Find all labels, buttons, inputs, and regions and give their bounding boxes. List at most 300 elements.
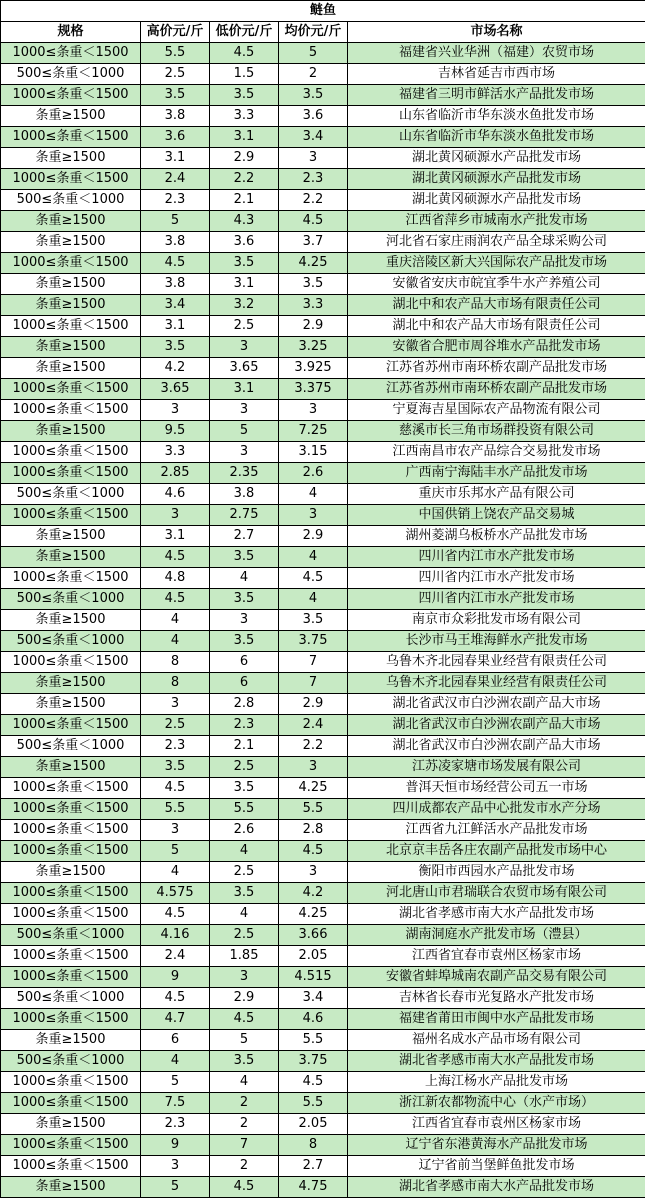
cell-high-price: 3 xyxy=(141,1156,210,1177)
table-row xyxy=(1,1051,645,1072)
header-high-price: 高价元/斤 xyxy=(141,22,210,43)
cell-market-name: 辽宁省前当堡鲜鱼批发市场 xyxy=(348,1156,645,1177)
cell-high-price: 6 xyxy=(141,1030,210,1051)
cell-high-price: 3.5 xyxy=(141,85,210,106)
cell-high-price: 4.5 xyxy=(141,778,210,799)
cell-high-price: 3.8 xyxy=(141,274,210,295)
cell-spec: 条重≥1500 xyxy=(1,694,141,715)
cell-high-price: 3.3 xyxy=(141,442,210,463)
cell-avg-price: 3.66 xyxy=(279,925,348,946)
table-row xyxy=(1,715,645,736)
cell-avg-price: 3 xyxy=(279,505,348,526)
cell-avg-price: 4.5 xyxy=(279,1072,348,1093)
cell-spec: 500≤条重＜1000 xyxy=(1,925,141,946)
cell-low-price: 2.9 xyxy=(210,148,279,169)
cell-spec: 条重≥1500 xyxy=(1,547,141,568)
cell-low-price: 3.2 xyxy=(210,295,279,316)
cell-high-price: 4 xyxy=(141,610,210,631)
table-row xyxy=(1,652,645,673)
cell-spec: 1000≤条重＜1500 xyxy=(1,1093,141,1114)
header-avg-price: 均价元/斤 xyxy=(279,22,348,43)
cell-spec: 1000≤条重＜1500 xyxy=(1,463,141,484)
cell-market-name: 江西省宜春市袁州区杨家市场 xyxy=(348,1114,645,1135)
cell-market-name: 江西省九江鲜活水产品批发市场 xyxy=(348,820,645,841)
cell-spec: 条重≥1500 xyxy=(1,274,141,295)
cell-avg-price: 4.5 xyxy=(279,211,348,232)
cell-spec: 条重≥1500 xyxy=(1,757,141,778)
cell-spec: 1000≤条重＜1500 xyxy=(1,379,141,400)
cell-market-name: 福建省莆田市闽中水产品批发市场 xyxy=(348,1009,645,1030)
cell-low-price: 4.3 xyxy=(210,211,279,232)
cell-market-name: 湖北黄冈硕源水产品批发市场 xyxy=(348,190,645,211)
cell-spec: 条重≥1500 xyxy=(1,211,141,232)
cell-market-name: 普洱天恒市场经营公司五一市场 xyxy=(348,778,645,799)
cell-avg-price: 4.6 xyxy=(279,1009,348,1030)
cell-low-price: 2.8 xyxy=(210,694,279,715)
cell-low-price: 5.5 xyxy=(210,799,279,820)
cell-low-price: 2 xyxy=(210,1093,279,1114)
cell-avg-price: 3.4 xyxy=(279,988,348,1009)
cell-spec: 1000≤条重＜1500 xyxy=(1,442,141,463)
cell-avg-price: 3.15 xyxy=(279,442,348,463)
cell-market-name: 上海江杨水产品批发市场 xyxy=(348,1072,645,1093)
cell-avg-price: 5.5 xyxy=(279,1093,348,1114)
cell-market-name: 福建省兴业华洲（福建）农贸市场 xyxy=(348,43,645,64)
cell-high-price: 4.5 xyxy=(141,988,210,1009)
cell-high-price: 7.5 xyxy=(141,1093,210,1114)
table-row xyxy=(1,946,645,967)
cell-spec: 500≤条重＜1000 xyxy=(1,631,141,652)
cell-high-price: 9.5 xyxy=(141,421,210,442)
cell-spec: 1000≤条重＜1500 xyxy=(1,841,141,862)
table-row xyxy=(1,169,645,190)
table-row xyxy=(1,883,645,904)
cell-market-name: 慈溪市长三角市场群投资有限公司 xyxy=(348,421,645,442)
table-row xyxy=(1,694,645,715)
cell-spec: 条重≥1500 xyxy=(1,148,141,169)
cell-avg-price: 2.9 xyxy=(279,316,348,337)
cell-market-name: 湖南洞庭水产批发市场（澧县） xyxy=(348,925,645,946)
cell-spec: 500≤条重＜1000 xyxy=(1,988,141,1009)
cell-high-price: 5.5 xyxy=(141,799,210,820)
cell-low-price: 2.75 xyxy=(210,505,279,526)
cell-spec: 条重≥1500 xyxy=(1,106,141,127)
cell-avg-price: 3.5 xyxy=(279,85,348,106)
cell-avg-price: 2.7 xyxy=(279,1156,348,1177)
cell-market-name: 辽宁省东港黄海水产品批发市场 xyxy=(348,1135,645,1156)
cell-low-price: 1.5 xyxy=(210,64,279,85)
cell-spec: 1000≤条重＜1500 xyxy=(1,1009,141,1030)
table-row xyxy=(1,1177,645,1198)
cell-high-price: 3.4 xyxy=(141,295,210,316)
table-row xyxy=(1,253,645,274)
cell-spec: 条重≥1500 xyxy=(1,1177,141,1198)
cell-high-price: 8 xyxy=(141,652,210,673)
cell-market-name: 四川成都农产品中心批发市水产分场 xyxy=(348,799,645,820)
cell-market-name: 安徽省安庆市皖宜季牛水产养殖公司 xyxy=(348,274,645,295)
cell-high-price: 2.85 xyxy=(141,463,210,484)
table-row xyxy=(1,232,645,253)
cell-spec: 1000≤条重＜1500 xyxy=(1,715,141,736)
table-row xyxy=(1,274,645,295)
cell-market-name: 江西省萍乡市城南水产批发市场 xyxy=(348,211,645,232)
cell-avg-price: 3.7 xyxy=(279,232,348,253)
cell-avg-price: 2 xyxy=(279,64,348,85)
cell-avg-price: 4.75 xyxy=(279,1177,348,1198)
cell-market-name: 四川省内江市水产批发市场 xyxy=(348,568,645,589)
cell-market-name: 乌鲁木齐北园春果业经营有限责任公司 xyxy=(348,652,645,673)
cell-spec: 500≤条重＜1000 xyxy=(1,736,141,757)
cell-spec: 1000≤条重＜1500 xyxy=(1,43,141,64)
table-row xyxy=(1,1093,645,1114)
cell-market-name: 湖北省武汉市白沙洲农副产品大市场 xyxy=(348,694,645,715)
cell-low-price: 2.5 xyxy=(210,316,279,337)
cell-avg-price: 4.25 xyxy=(279,904,348,925)
cell-avg-price: 7 xyxy=(279,652,348,673)
table-row xyxy=(1,64,645,85)
cell-low-price: 2.5 xyxy=(210,925,279,946)
cell-market-name: 乌鲁木齐北园春果业经营有限责任公司 xyxy=(348,673,645,694)
cell-high-price: 4.6 xyxy=(141,484,210,505)
cell-market-name: 湖北省孝感市南大水产品批发市场 xyxy=(348,904,645,925)
cell-spec: 条重≥1500 xyxy=(1,673,141,694)
cell-low-price: 2.1 xyxy=(210,190,279,211)
cell-high-price: 4.5 xyxy=(141,547,210,568)
cell-low-price: 3 xyxy=(210,610,279,631)
cell-avg-price: 2.2 xyxy=(279,190,348,211)
table-row xyxy=(1,526,645,547)
cell-spec: 1000≤条重＜1500 xyxy=(1,946,141,967)
table-title: 鲢鱼 xyxy=(1,1,645,22)
cell-low-price: 4.5 xyxy=(210,43,279,64)
table-row xyxy=(1,757,645,778)
cell-avg-price: 2.8 xyxy=(279,820,348,841)
cell-spec: 条重≥1500 xyxy=(1,526,141,547)
cell-low-price: 3.5 xyxy=(210,85,279,106)
cell-avg-price: 3.375 xyxy=(279,379,348,400)
cell-low-price: 4 xyxy=(210,568,279,589)
cell-market-name: 中国供销上饶农产品交易城 xyxy=(348,505,645,526)
cell-high-price: 8 xyxy=(141,673,210,694)
cell-low-price: 3.3 xyxy=(210,106,279,127)
cell-low-price: 2.7 xyxy=(210,526,279,547)
cell-high-price: 3.1 xyxy=(141,148,210,169)
cell-spec: 1000≤条重＜1500 xyxy=(1,799,141,820)
cell-low-price: 4.5 xyxy=(210,1177,279,1198)
cell-market-name: 南京市众彩批发市场有限公司 xyxy=(348,610,645,631)
table-row xyxy=(1,1072,645,1093)
table-row xyxy=(1,85,645,106)
table-row xyxy=(1,1135,645,1156)
cell-low-price: 4 xyxy=(210,841,279,862)
table-row xyxy=(1,211,645,232)
cell-spec: 条重≥1500 xyxy=(1,1114,141,1135)
header-market-name: 市场名称 xyxy=(348,22,645,43)
cell-spec: 1000≤条重＜1500 xyxy=(1,85,141,106)
table-row xyxy=(1,1030,645,1051)
cell-high-price: 4.575 xyxy=(141,883,210,904)
cell-high-price: 2.4 xyxy=(141,946,210,967)
cell-low-price: 2.2 xyxy=(210,169,279,190)
table-row xyxy=(1,43,645,64)
cell-market-name: 山东省临沂市华东淡水鱼批发市场 xyxy=(348,106,645,127)
cell-market-name: 山东省临沂市华东淡水鱼批发市场 xyxy=(348,127,645,148)
cell-spec: 条重≥1500 xyxy=(1,862,141,883)
cell-high-price: 4.5 xyxy=(141,589,210,610)
cell-avg-price: 3 xyxy=(279,400,348,421)
cell-low-price: 3.6 xyxy=(210,232,279,253)
cell-low-price: 4.5 xyxy=(210,1009,279,1030)
cell-low-price: 3.65 xyxy=(210,358,279,379)
cell-spec: 1000≤条重＜1500 xyxy=(1,253,141,274)
cell-high-price: 4.7 xyxy=(141,1009,210,1030)
cell-market-name: 安徽省蚌埠城南农副产品交易有限公司 xyxy=(348,967,645,988)
cell-spec: 条重≥1500 xyxy=(1,232,141,253)
cell-low-price: 3.5 xyxy=(210,883,279,904)
cell-high-price: 2.5 xyxy=(141,64,210,85)
table-row xyxy=(1,1009,645,1030)
cell-spec: 1000≤条重＜1500 xyxy=(1,568,141,589)
cell-avg-price: 3.25 xyxy=(279,337,348,358)
cell-spec: 500≤条重＜1000 xyxy=(1,190,141,211)
table-row xyxy=(1,190,645,211)
cell-avg-price: 4.25 xyxy=(279,778,348,799)
table-row xyxy=(1,106,645,127)
cell-spec: 500≤条重＜1000 xyxy=(1,64,141,85)
cell-avg-price: 3 xyxy=(279,862,348,883)
cell-low-price: 1.85 xyxy=(210,946,279,967)
cell-low-price: 2.5 xyxy=(210,757,279,778)
cell-high-price: 3.1 xyxy=(141,316,210,337)
cell-spec: 1000≤条重＜1500 xyxy=(1,820,141,841)
cell-low-price: 7 xyxy=(210,1135,279,1156)
table-row xyxy=(1,505,645,526)
cell-high-price: 4.8 xyxy=(141,568,210,589)
cell-market-name: 湖北省武汉市白沙洲农副产品大市场 xyxy=(348,715,645,736)
cell-market-name: 广西南宁海陆丰水产品批发市场 xyxy=(348,463,645,484)
cell-avg-price: 2.05 xyxy=(279,946,348,967)
table-row xyxy=(1,421,645,442)
cell-high-price: 9 xyxy=(141,967,210,988)
cell-avg-price: 5.5 xyxy=(279,799,348,820)
cell-market-name: 江苏省苏州市南环桥农副产品批发市场 xyxy=(348,379,645,400)
cell-avg-price: 4 xyxy=(279,589,348,610)
table-row xyxy=(1,547,645,568)
cell-spec: 条重≥1500 xyxy=(1,1030,141,1051)
cell-spec: 1000≤条重＜1500 xyxy=(1,883,141,904)
cell-spec: 1000≤条重＜1500 xyxy=(1,505,141,526)
cell-avg-price: 5.5 xyxy=(279,1030,348,1051)
cell-avg-price: 4.2 xyxy=(279,883,348,904)
cell-high-price: 3.6 xyxy=(141,127,210,148)
cell-market-name: 福建省三明市鲜活水产品批发市场 xyxy=(348,85,645,106)
cell-spec: 500≤条重＜1000 xyxy=(1,1051,141,1072)
cell-spec: 1000≤条重＜1500 xyxy=(1,1072,141,1093)
cell-avg-price: 3.3 xyxy=(279,295,348,316)
table-row xyxy=(1,862,645,883)
cell-high-price: 3 xyxy=(141,505,210,526)
cell-low-price: 2.6 xyxy=(210,820,279,841)
cell-market-name: 湖北省孝感市南大水产品批发市场 xyxy=(348,1177,645,1198)
cell-avg-price: 4.5 xyxy=(279,568,348,589)
cell-high-price: 2.3 xyxy=(141,1114,210,1135)
cell-high-price: 4 xyxy=(141,1051,210,1072)
cell-market-name: 吉林省长春市光复路水产批发市场 xyxy=(348,988,645,1009)
table-header-row xyxy=(1,22,645,43)
cell-high-price: 4 xyxy=(141,631,210,652)
table-row xyxy=(1,358,645,379)
cell-high-price: 4.16 xyxy=(141,925,210,946)
cell-low-price: 3.1 xyxy=(210,379,279,400)
cell-high-price: 5.5 xyxy=(141,43,210,64)
cell-high-price: 4 xyxy=(141,862,210,883)
cell-low-price: 3.5 xyxy=(210,631,279,652)
cell-high-price: 3.8 xyxy=(141,232,210,253)
cell-avg-price: 4 xyxy=(279,484,348,505)
cell-high-price: 2.4 xyxy=(141,169,210,190)
cell-market-name: 宁夏海吉星国际农产品物流有限公司 xyxy=(348,400,645,421)
cell-market-name: 衡阳市西园水产品批发市场 xyxy=(348,862,645,883)
cell-spec: 1000≤条重＜1500 xyxy=(1,127,141,148)
cell-spec: 1000≤条重＜1500 xyxy=(1,778,141,799)
cell-spec: 1000≤条重＜1500 xyxy=(1,967,141,988)
cell-avg-price: 4.515 xyxy=(279,967,348,988)
cell-market-name: 河北唐山市君瑞联合农贸市场有限公司 xyxy=(348,883,645,904)
cell-avg-price: 3.925 xyxy=(279,358,348,379)
cell-market-name: 四川省内江市水产批发市场 xyxy=(348,589,645,610)
table-row xyxy=(1,904,645,925)
table-row xyxy=(1,778,645,799)
cell-market-name: 四川省内江市水产批发市场 xyxy=(348,547,645,568)
cell-high-price: 5 xyxy=(141,1072,210,1093)
cell-market-name: 江苏省苏州市南环桥农副产品批发市场 xyxy=(348,358,645,379)
cell-high-price: 3.5 xyxy=(141,337,210,358)
cell-avg-price: 4 xyxy=(279,547,348,568)
cell-market-name: 江西省宜春市袁州区杨家市场 xyxy=(348,946,645,967)
cell-avg-price: 3.5 xyxy=(279,610,348,631)
cell-spec: 1000≤条重＜1500 xyxy=(1,169,141,190)
cell-spec: 1000≤条重＜1500 xyxy=(1,904,141,925)
cell-low-price: 3 xyxy=(210,337,279,358)
table-row xyxy=(1,1156,645,1177)
table-row xyxy=(1,589,645,610)
cell-avg-price: 3.4 xyxy=(279,127,348,148)
cell-high-price: 3 xyxy=(141,400,210,421)
cell-market-name: 重庆涪陵区新大兴国际农产品批发市场 xyxy=(348,253,645,274)
cell-low-price: 2.5 xyxy=(210,862,279,883)
cell-market-name: 湖北黄冈硕源水产品批发市场 xyxy=(348,148,645,169)
cell-low-price: 3.8 xyxy=(210,484,279,505)
table-row xyxy=(1,463,645,484)
cell-market-name: 湖北中和农产品大市场有限责任公司 xyxy=(348,295,645,316)
table-row xyxy=(1,967,645,988)
cell-market-name: 安徽省合肥市周谷堆水产品批发市场 xyxy=(348,337,645,358)
cell-avg-price: 2.9 xyxy=(279,694,348,715)
cell-high-price: 5 xyxy=(141,841,210,862)
cell-spec: 1000≤条重＜1500 xyxy=(1,316,141,337)
table-body xyxy=(1,43,645,1198)
cell-low-price: 2.1 xyxy=(210,736,279,757)
table-row xyxy=(1,337,645,358)
cell-avg-price: 3 xyxy=(279,757,348,778)
cell-market-name: 湖北省孝感市南大水产品批发市场 xyxy=(348,1051,645,1072)
cell-low-price: 2.3 xyxy=(210,715,279,736)
cell-spec: 条重≥1500 xyxy=(1,295,141,316)
cell-low-price: 6 xyxy=(210,652,279,673)
cell-avg-price: 3.75 xyxy=(279,631,348,652)
cell-high-price: 5 xyxy=(141,211,210,232)
cell-avg-price: 7 xyxy=(279,673,348,694)
header-low-price: 低价元/斤 xyxy=(210,22,279,43)
cell-avg-price: 2.9 xyxy=(279,526,348,547)
cell-low-price: 2 xyxy=(210,1114,279,1135)
cell-avg-price: 3.6 xyxy=(279,106,348,127)
cell-market-name: 湖州菱湖乌板桥水产品批发市场 xyxy=(348,526,645,547)
table-row xyxy=(1,316,645,337)
cell-low-price: 3.1 xyxy=(210,274,279,295)
cell-market-name: 湖北黄冈硕源水产品批发市场 xyxy=(348,169,645,190)
table-row xyxy=(1,988,645,1009)
cell-high-price: 3 xyxy=(141,820,210,841)
cell-low-price: 3 xyxy=(210,442,279,463)
cell-spec: 1000≤条重＜1500 xyxy=(1,652,141,673)
table-row xyxy=(1,841,645,862)
cell-high-price: 3.5 xyxy=(141,757,210,778)
cell-spec: 条重≥1500 xyxy=(1,610,141,631)
table-row xyxy=(1,379,645,400)
cell-high-price: 2.3 xyxy=(141,736,210,757)
cell-low-price: 3.5 xyxy=(210,253,279,274)
cell-avg-price: 4.25 xyxy=(279,253,348,274)
cell-market-name: 重庆市乐邦水产品有限公司 xyxy=(348,484,645,505)
cell-spec: 500≤条重＜1000 xyxy=(1,589,141,610)
cell-avg-price: 7.25 xyxy=(279,421,348,442)
cell-low-price: 3.5 xyxy=(210,589,279,610)
cell-spec: 1000≤条重＜1500 xyxy=(1,1156,141,1177)
cell-avg-price: 2.3 xyxy=(279,169,348,190)
cell-low-price: 3.1 xyxy=(210,127,279,148)
cell-market-name: 北京京丰岳各庄农副产品批发市场中心 xyxy=(348,841,645,862)
cell-market-name: 江西南昌市农产品综合交易批发市场 xyxy=(348,442,645,463)
cell-high-price: 4.2 xyxy=(141,358,210,379)
cell-avg-price: 3.75 xyxy=(279,1051,348,1072)
cell-spec: 条重≥1500 xyxy=(1,337,141,358)
cell-spec: 条重≥1500 xyxy=(1,421,141,442)
cell-spec: 条重≥1500 xyxy=(1,358,141,379)
table-row xyxy=(1,148,645,169)
cell-market-name: 河北省石家庄雨润农产品全球采购公司 xyxy=(348,232,645,253)
cell-avg-price: 2.6 xyxy=(279,463,348,484)
cell-avg-price: 2.05 xyxy=(279,1114,348,1135)
cell-low-price: 5 xyxy=(210,421,279,442)
table-row xyxy=(1,610,645,631)
cell-high-price: 4.5 xyxy=(141,253,210,274)
cell-high-price: 3.8 xyxy=(141,106,210,127)
cell-market-name: 吉林省延吉市西市场 xyxy=(348,64,645,85)
cell-high-price: 5 xyxy=(141,1177,210,1198)
cell-market-name: 湖北中和农产品大市场有限责任公司 xyxy=(348,316,645,337)
table-row xyxy=(1,631,645,652)
cell-market-name: 浙江新农都物流中心（水产市场） xyxy=(348,1093,645,1114)
table-row xyxy=(1,295,645,316)
cell-low-price: 2.35 xyxy=(210,463,279,484)
table-row xyxy=(1,127,645,148)
cell-low-price: 2 xyxy=(210,1156,279,1177)
cell-market-name: 湖北省武汉市白沙洲农副产品大市场 xyxy=(348,736,645,757)
header-spec: 规格 xyxy=(1,22,141,43)
cell-low-price: 4 xyxy=(210,904,279,925)
table-row xyxy=(1,568,645,589)
